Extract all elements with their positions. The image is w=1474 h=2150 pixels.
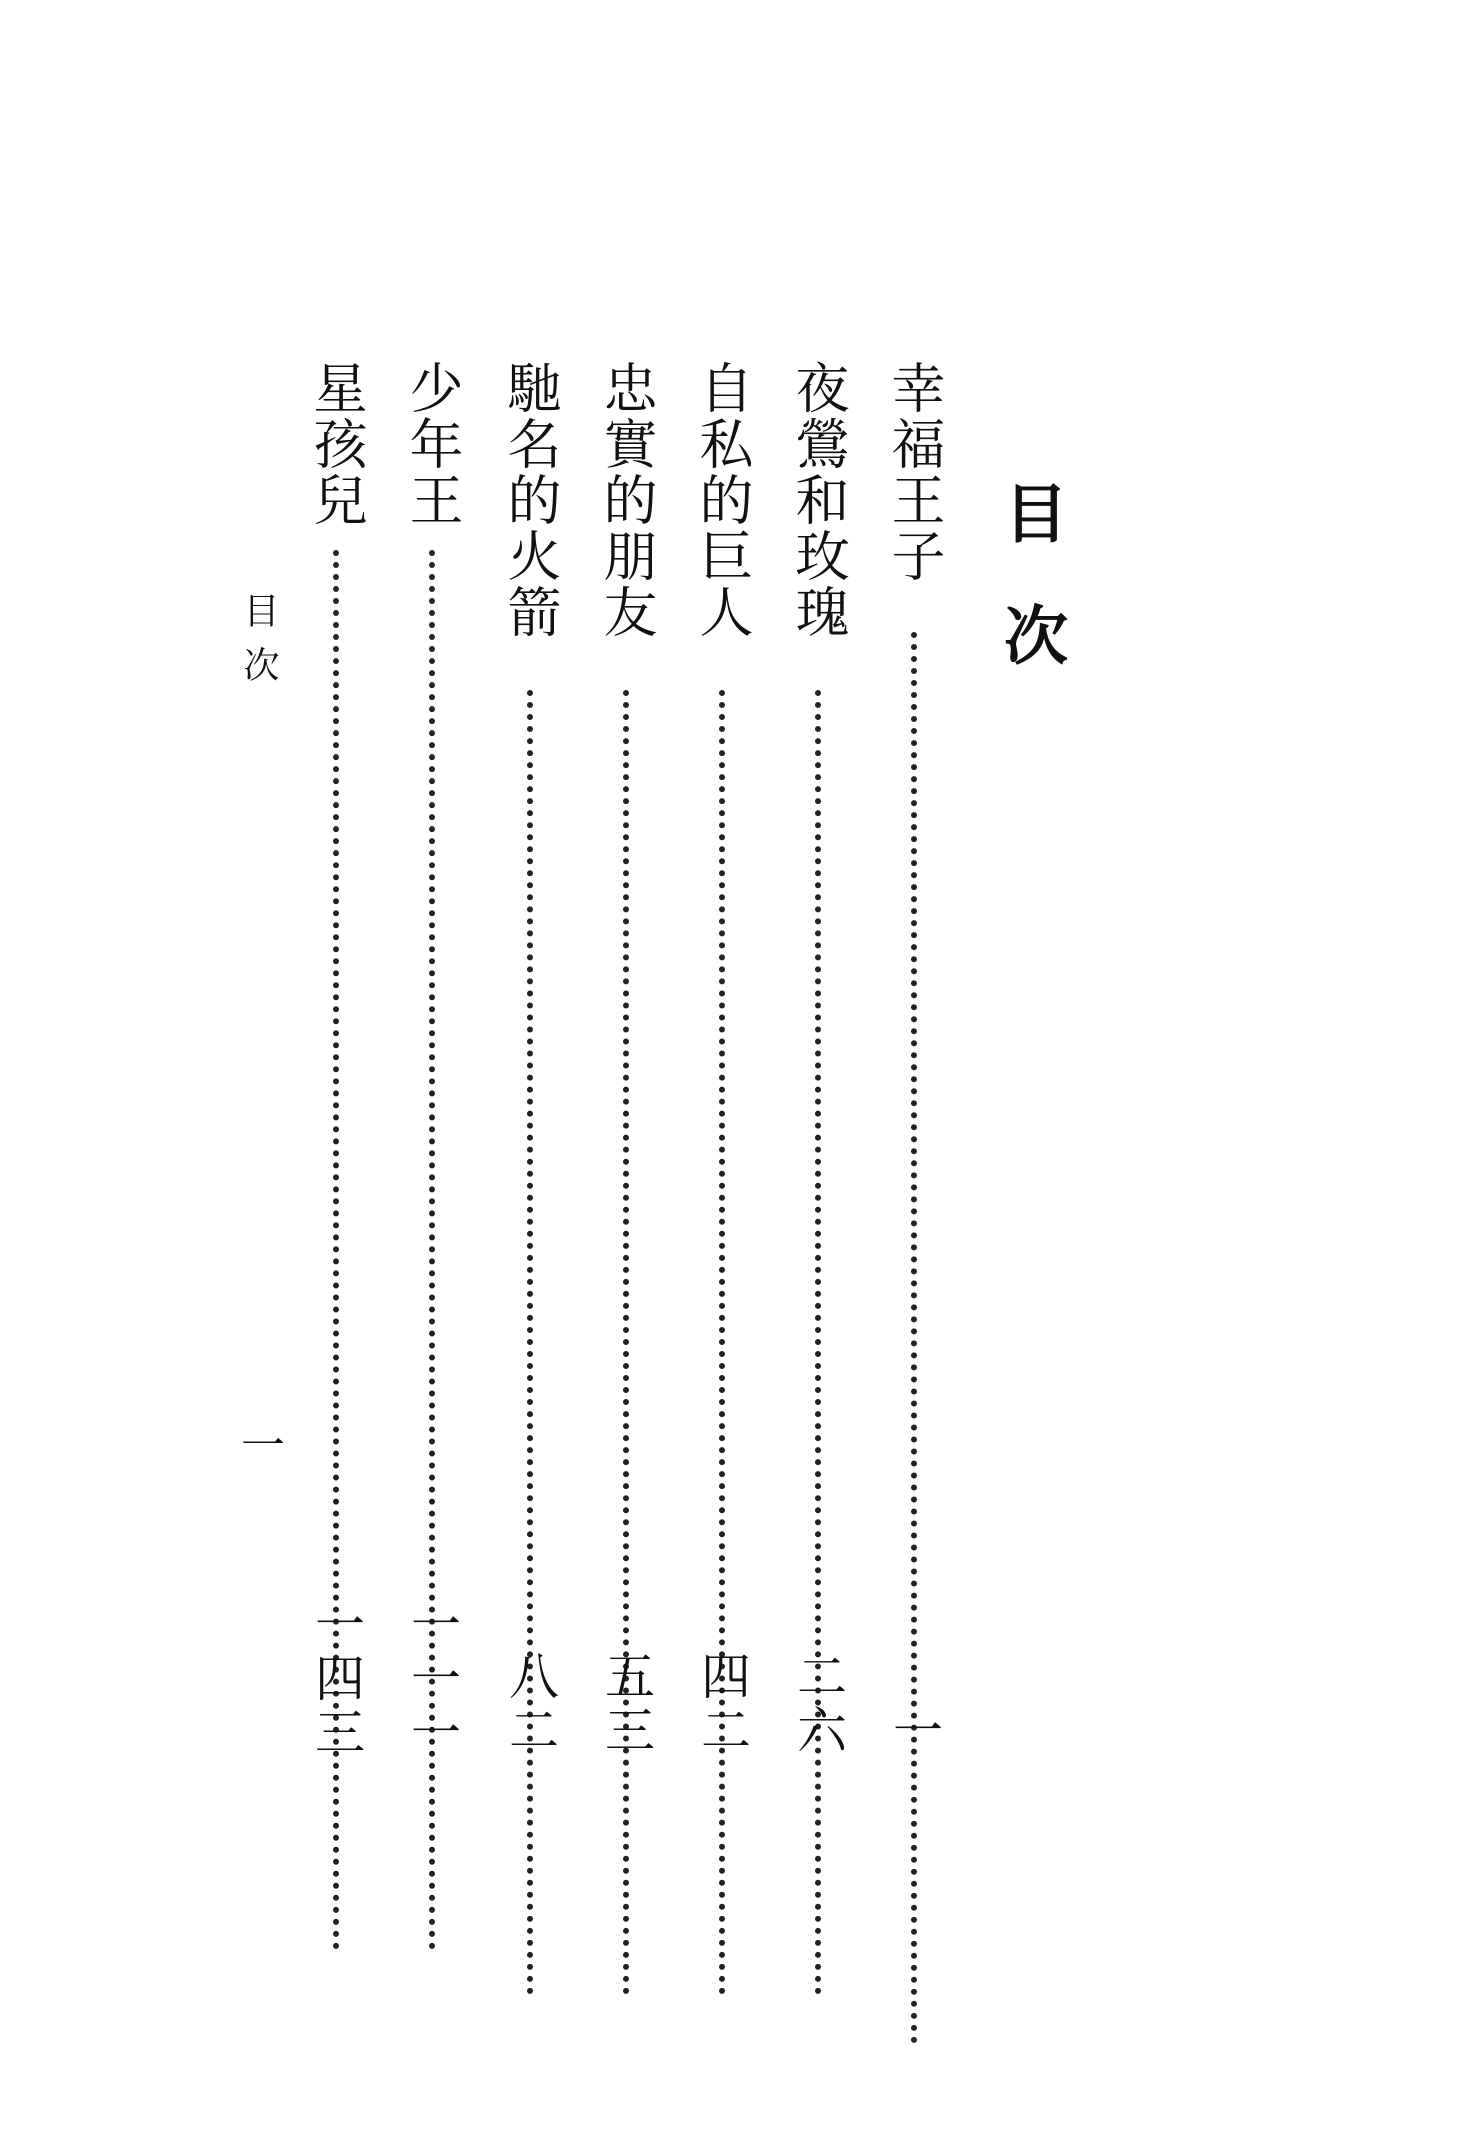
toc-page-number-col [692,360,752,1780]
toc-entry-page: 一四三 [307,1598,365,1760]
toc-page-number-col [788,360,848,1780]
page-folio: 一 [233,1422,284,1466]
toc-entry-title[interactable]: 忠實的朋友 [595,360,658,640]
toc-page-number-col [402,360,462,1780]
toc-entry-title[interactable]: 馳名的火箭 [499,360,562,640]
toc-entry-title[interactable]: 自私的巨人 [691,360,754,640]
running-header: 目次 [238,592,279,700]
toc-entry-page: 五三 [597,1650,655,1758]
page-title: 目次 [993,480,1068,724]
toc-page-number-col [306,360,366,1780]
toc-page-number-col [500,360,560,1780]
toc-page-number-col [884,360,944,1780]
toc-entry-page: 一一一 [403,1598,461,1760]
toc-entry-title[interactable]: 星孩兒 [305,360,368,528]
toc-entry-page: 四二 [693,1650,751,1758]
toc-entry-page: 一 [885,1704,943,1758]
toc-entry-page: 二六 [789,1650,847,1758]
toc-page-number-col [596,360,656,1780]
toc-entry-title[interactable]: 少年王 [401,360,464,528]
toc-entry-title[interactable]: 幸福王子 [883,360,946,584]
toc-entry-page: 八二 [501,1650,559,1758]
toc-entry-title[interactable]: 夜鶯和玫瑰 [787,360,850,640]
